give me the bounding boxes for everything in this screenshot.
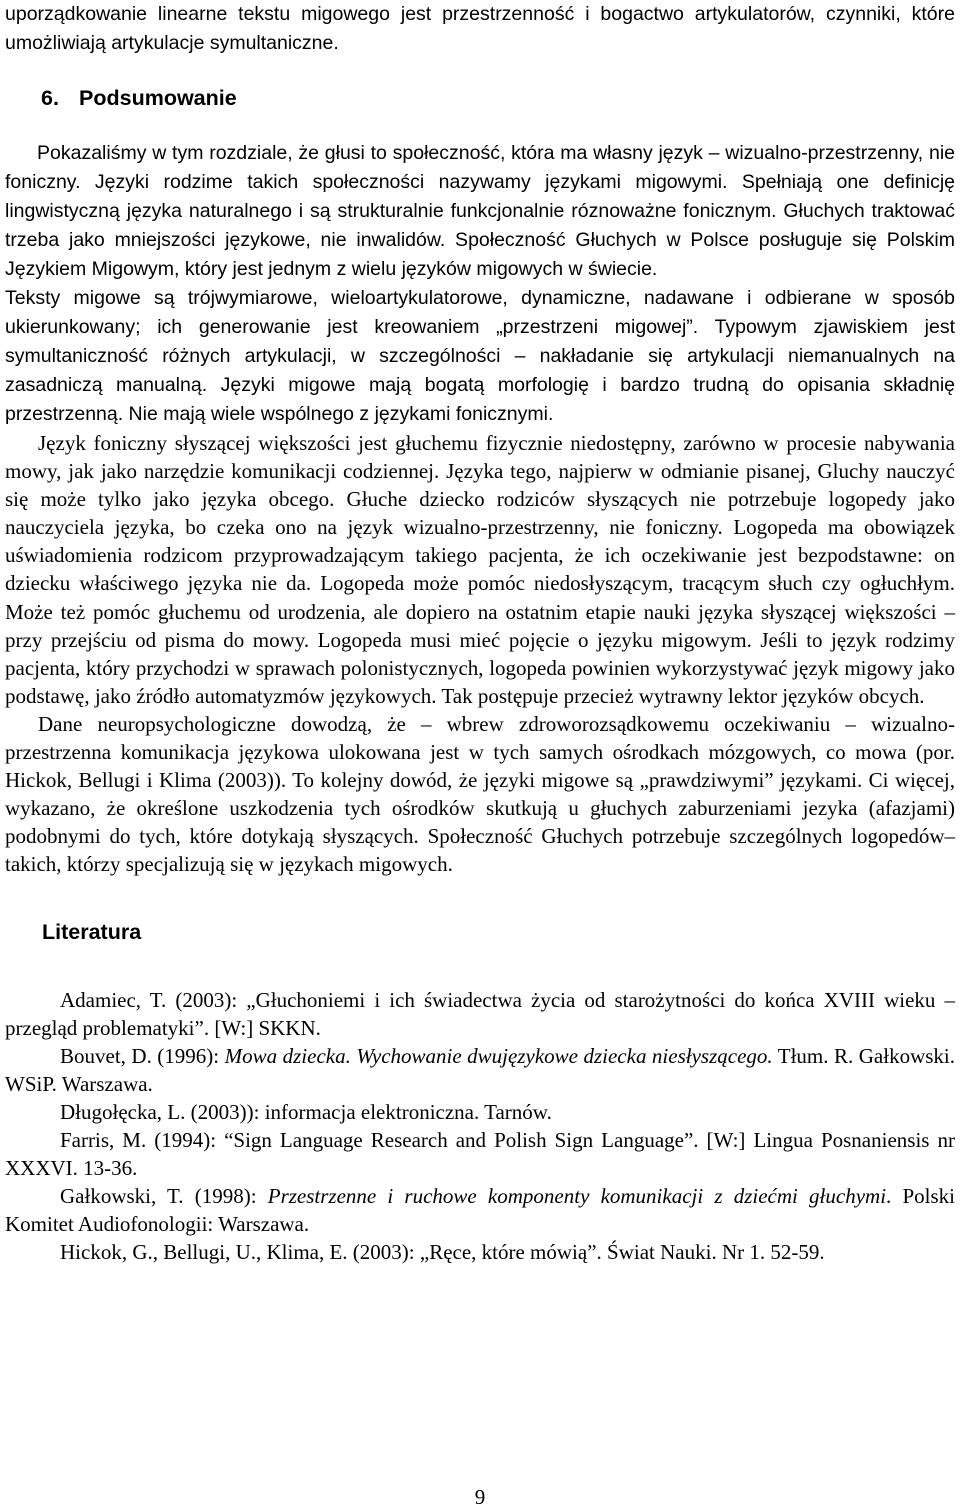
reference-text: Adamiec, T. (2003): „Głuchoniemi i ich świadectwa życia od starożytności do końca XVIII wieku – przegląd problematyki”. [W:] SKKN. xyxy=(5,987,955,1040)
reference-text: Długołęcka, L. (2003)): informacja elektroniczna. Tarnów. xyxy=(60,1099,552,1124)
section-title: Podsumowanie xyxy=(79,86,237,110)
summary-paragraph: Teksty migowe są trójwymiarowe, wieloartykulatorowe, dynamiczne, nadawane i odbierane w sposób ukierunkowany; ich generowanie jest kreowaniem „przestrzeni migowej”. Typowym zjawiskiem jest symultaniczność różnych artykulacji, w szczególności – nakładanie się artykulacji niemanualnych na zasadniczą manualną. Języki migowe mają bogatą morfologię i bardzo trudną do opisania składnię przestrzenną. Nie mają wiele wspólnego z językami fonicznymi. xyxy=(5,287,955,425)
reference-text: . Polski Komitet Audiofonologii: Warszawa. xyxy=(5,1184,955,1237)
reference-item xyxy=(5,1098,955,1126)
page-number: 9 xyxy=(474,1485,486,1509)
reference-item xyxy=(5,1238,955,1266)
summary-paragraph: Język foniczny słyszącej większości jest głuchemu fizycznie niedostępny, zarówno w procesie nabywania mowy, jak jako narzędzie komunikacji codziennej. Języka tego, najpierw w odmianie pisanej, Gluchy nauczyć się może tylko jako języka obcego. Głuche dziecko rodziców słyszących nie potrzebuje logopedy jako nauczyciela języka, bo czeka ono na język wizualno-przestrzenny, nie foniczny. Logopeda ma obowiązek uświadomienia rodzicom przyprowadzającym takiego pacjenta, że ich oczekiwanie jest bezpodstawne: on dziecku właściwego języka nie da. Logopeda może pomóc niedosłyszącym, tracącym słuch czy ogłuchłym. Może też pomóc głuchemu od urodzenia, ale dopiero na ostatnim etapie nauki języka słyszącej większości – przy przejściu od pisma do mowy. Logopeda musi mieć pojęcie o języku migowym. Jeśli to język rodzimy pacjenta, który przychodzi w sprawach polonistycznych, logopeda powinien wykorzystywać język migowy jako podstawę, jako źródło automatyzmów językowych. Tak postępuje przecież wytrawny lektor języków obcych. xyxy=(5,431,955,708)
reference-title: Mowa dziecka. Wychowanie dwujęzykowe dziecka niesłyszącego. xyxy=(224,1043,773,1068)
reference-text: Farris, M. (1994): “Sign Language Research and Polish Sign Language”. [W:] Lingua Posnaniensis nr XXXVI. 13-36. xyxy=(5,1127,955,1181)
intro-paragraph: uporządkowanie linearne tekstu migowego jest przestrzenność i bogactwo artykulatorów, czynniki, które umożliwiają artykulacje symultaniczne. xyxy=(5,3,955,54)
reference-text: Bouvet, D. (1996): xyxy=(60,1043,225,1068)
reference-item xyxy=(5,1042,955,1098)
reference-list xyxy=(5,986,955,1267)
reference-item xyxy=(5,1182,955,1238)
summary-paragraph: Dane neuropsychologiczne dowodzą, że – wbrew zdroworozsądkowemu oczekiwaniu – wizualno-przestrzenna komunikacja językowa ulokowana jest w tych samych ośrodkach mózgowych, co mowa (por. Hickok, Bellugi i Klima (2003)). To kolejny dowód, że języki migowe są „prawdziwymi” językami. Ci więcej, wykazano, że określone uszkodzenia tych ośrodków skutkują u głuchych zaburzeniami jezyka (afazjami) podobnymi do tych, które dotykają słyszących. Społeczność Głuchych potrzebuje szczególnych logopedów– takich, którzy specjalizują się w językach migowych. xyxy=(5,711,955,877)
document-page xyxy=(5,0,955,1266)
summary-paragraph: Pokazaliśmy w tym rozdziale, że głusi to społeczność, która ma własny język – wizualno-przestrzenny, nie foniczny. Języki rodzime takich społeczności nazywamy językami migowymi. Spełniają one definicję lingwistyczną języka naturalnego i są strukturalnie funkcjonalnie róznoważne fonicznym. Głuchych traktować trzeba jako mniejszości językowe, nie inwalidów. Społeczność Głuchych w Polsce posługuje się Polskim Językiem Migowym, który jest jednym z wielu języków migowych w świecie. xyxy=(5,142,955,280)
reference-text: Gałkowski, T. (1998): xyxy=(60,1184,268,1209)
reference-text: Hickok, G., Bellugi, U., Klima, E. (2003): „Ręce, które mówią”. Świat Nauki. Nr 1. 52-59. xyxy=(60,1240,825,1265)
reference-item xyxy=(5,1126,955,1182)
reference-item xyxy=(5,986,955,1042)
reference-title: Przestrzenne i ruchowe komponenty komunikacji z dziećmi głuchymi xyxy=(267,1184,887,1209)
literature-heading: Literatura xyxy=(42,919,142,944)
section-heading xyxy=(41,84,955,113)
reference-text: Tłum. R. Gałkowski. WSiP. Warszawa. xyxy=(5,1043,955,1096)
section-number: 6. xyxy=(41,86,59,110)
summary-section xyxy=(5,139,955,879)
